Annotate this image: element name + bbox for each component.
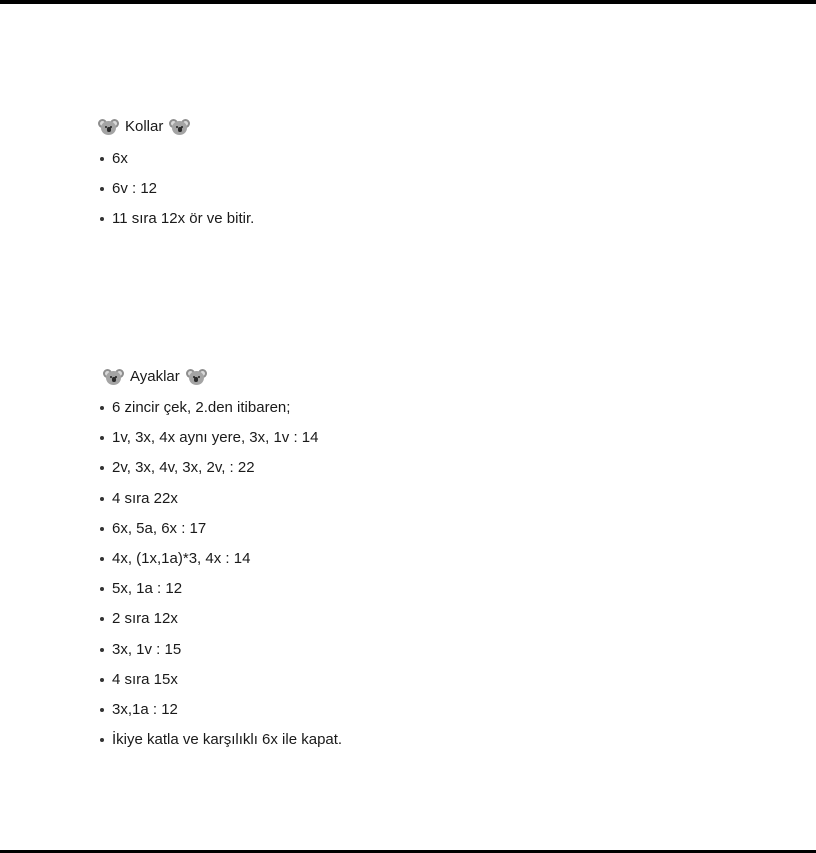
list-item bbox=[103, 635, 342, 665]
instruction-list bbox=[103, 393, 342, 755]
section-heading bbox=[103, 364, 342, 390]
bullet-icon bbox=[100, 466, 104, 470]
list-item bbox=[103, 514, 342, 544]
list-item bbox=[103, 423, 342, 453]
top-border bbox=[0, 0, 816, 4]
list-item-text: 6x bbox=[112, 150, 128, 167]
bullet-icon bbox=[100, 157, 104, 161]
list-item bbox=[103, 574, 342, 604]
bullet-icon bbox=[100, 587, 104, 591]
list-item-text: İkiye katla ve karşılıklı 6x ile kapat. bbox=[112, 731, 343, 749]
list-item bbox=[103, 544, 342, 574]
bullet-icon bbox=[100, 648, 104, 652]
bullet-icon bbox=[100, 187, 104, 191]
koala-icon bbox=[169, 118, 190, 136]
list-item-text: 6 zincir çek, 2.den itibaren; bbox=[112, 399, 291, 416]
section-title: Ayaklar bbox=[130, 368, 180, 385]
list-item bbox=[103, 604, 342, 634]
list-item-text: 5x, 1a : 12 bbox=[112, 580, 183, 598]
section-ayaklar bbox=[103, 364, 342, 755]
list-item-text: 1v, 3x, 4x aynı yere, 3x, 1v : 14 bbox=[112, 429, 319, 447]
list-item bbox=[103, 484, 342, 514]
bullet-icon bbox=[100, 406, 104, 410]
bullet-icon bbox=[100, 497, 104, 501]
list-item bbox=[103, 695, 342, 725]
section-kollar bbox=[98, 114, 254, 235]
list-item-text: 4x, (1x,1a)*3, 4x : 14 bbox=[112, 549, 251, 567]
list-item-text: 4 sıra 15x bbox=[112, 670, 178, 688]
section-title: Kollar bbox=[125, 118, 164, 135]
list-item-text: 3x, 1v : 15 bbox=[112, 640, 182, 658]
instruction-list bbox=[98, 144, 254, 235]
list-item bbox=[103, 453, 342, 483]
koala-icon bbox=[186, 368, 207, 386]
list-item-text: 2v, 3x, 4v, 3x, 2v, : 22 bbox=[112, 459, 255, 477]
list-item-text: 11 sıra 12x ör ve bitir. bbox=[112, 210, 255, 228]
koala-icon bbox=[103, 368, 124, 386]
bullet-icon bbox=[100, 678, 104, 682]
list-item-text: 2 sıra 12x bbox=[112, 610, 178, 628]
list-item bbox=[98, 174, 254, 204]
bullet-icon bbox=[100, 557, 104, 561]
bullet-icon bbox=[100, 527, 104, 531]
list-item bbox=[98, 204, 254, 234]
list-item bbox=[98, 144, 254, 174]
bullet-icon bbox=[100, 738, 104, 742]
list-item-text: 6x, 5a, 6x : 17 bbox=[112, 519, 207, 537]
list-item bbox=[103, 393, 342, 423]
list-item-text: 6v : 12 bbox=[112, 180, 158, 198]
list-item bbox=[103, 725, 342, 755]
list-item-text: 4 sıra 22x bbox=[112, 489, 178, 507]
bullet-icon bbox=[100, 436, 104, 440]
bullet-icon bbox=[100, 217, 104, 221]
bullet-icon bbox=[100, 708, 104, 712]
list-item-text: 3x,1a : 12 bbox=[112, 700, 178, 718]
koala-icon bbox=[98, 118, 119, 136]
section-heading bbox=[98, 114, 254, 140]
list-item bbox=[103, 665, 342, 695]
bullet-icon bbox=[100, 617, 104, 621]
